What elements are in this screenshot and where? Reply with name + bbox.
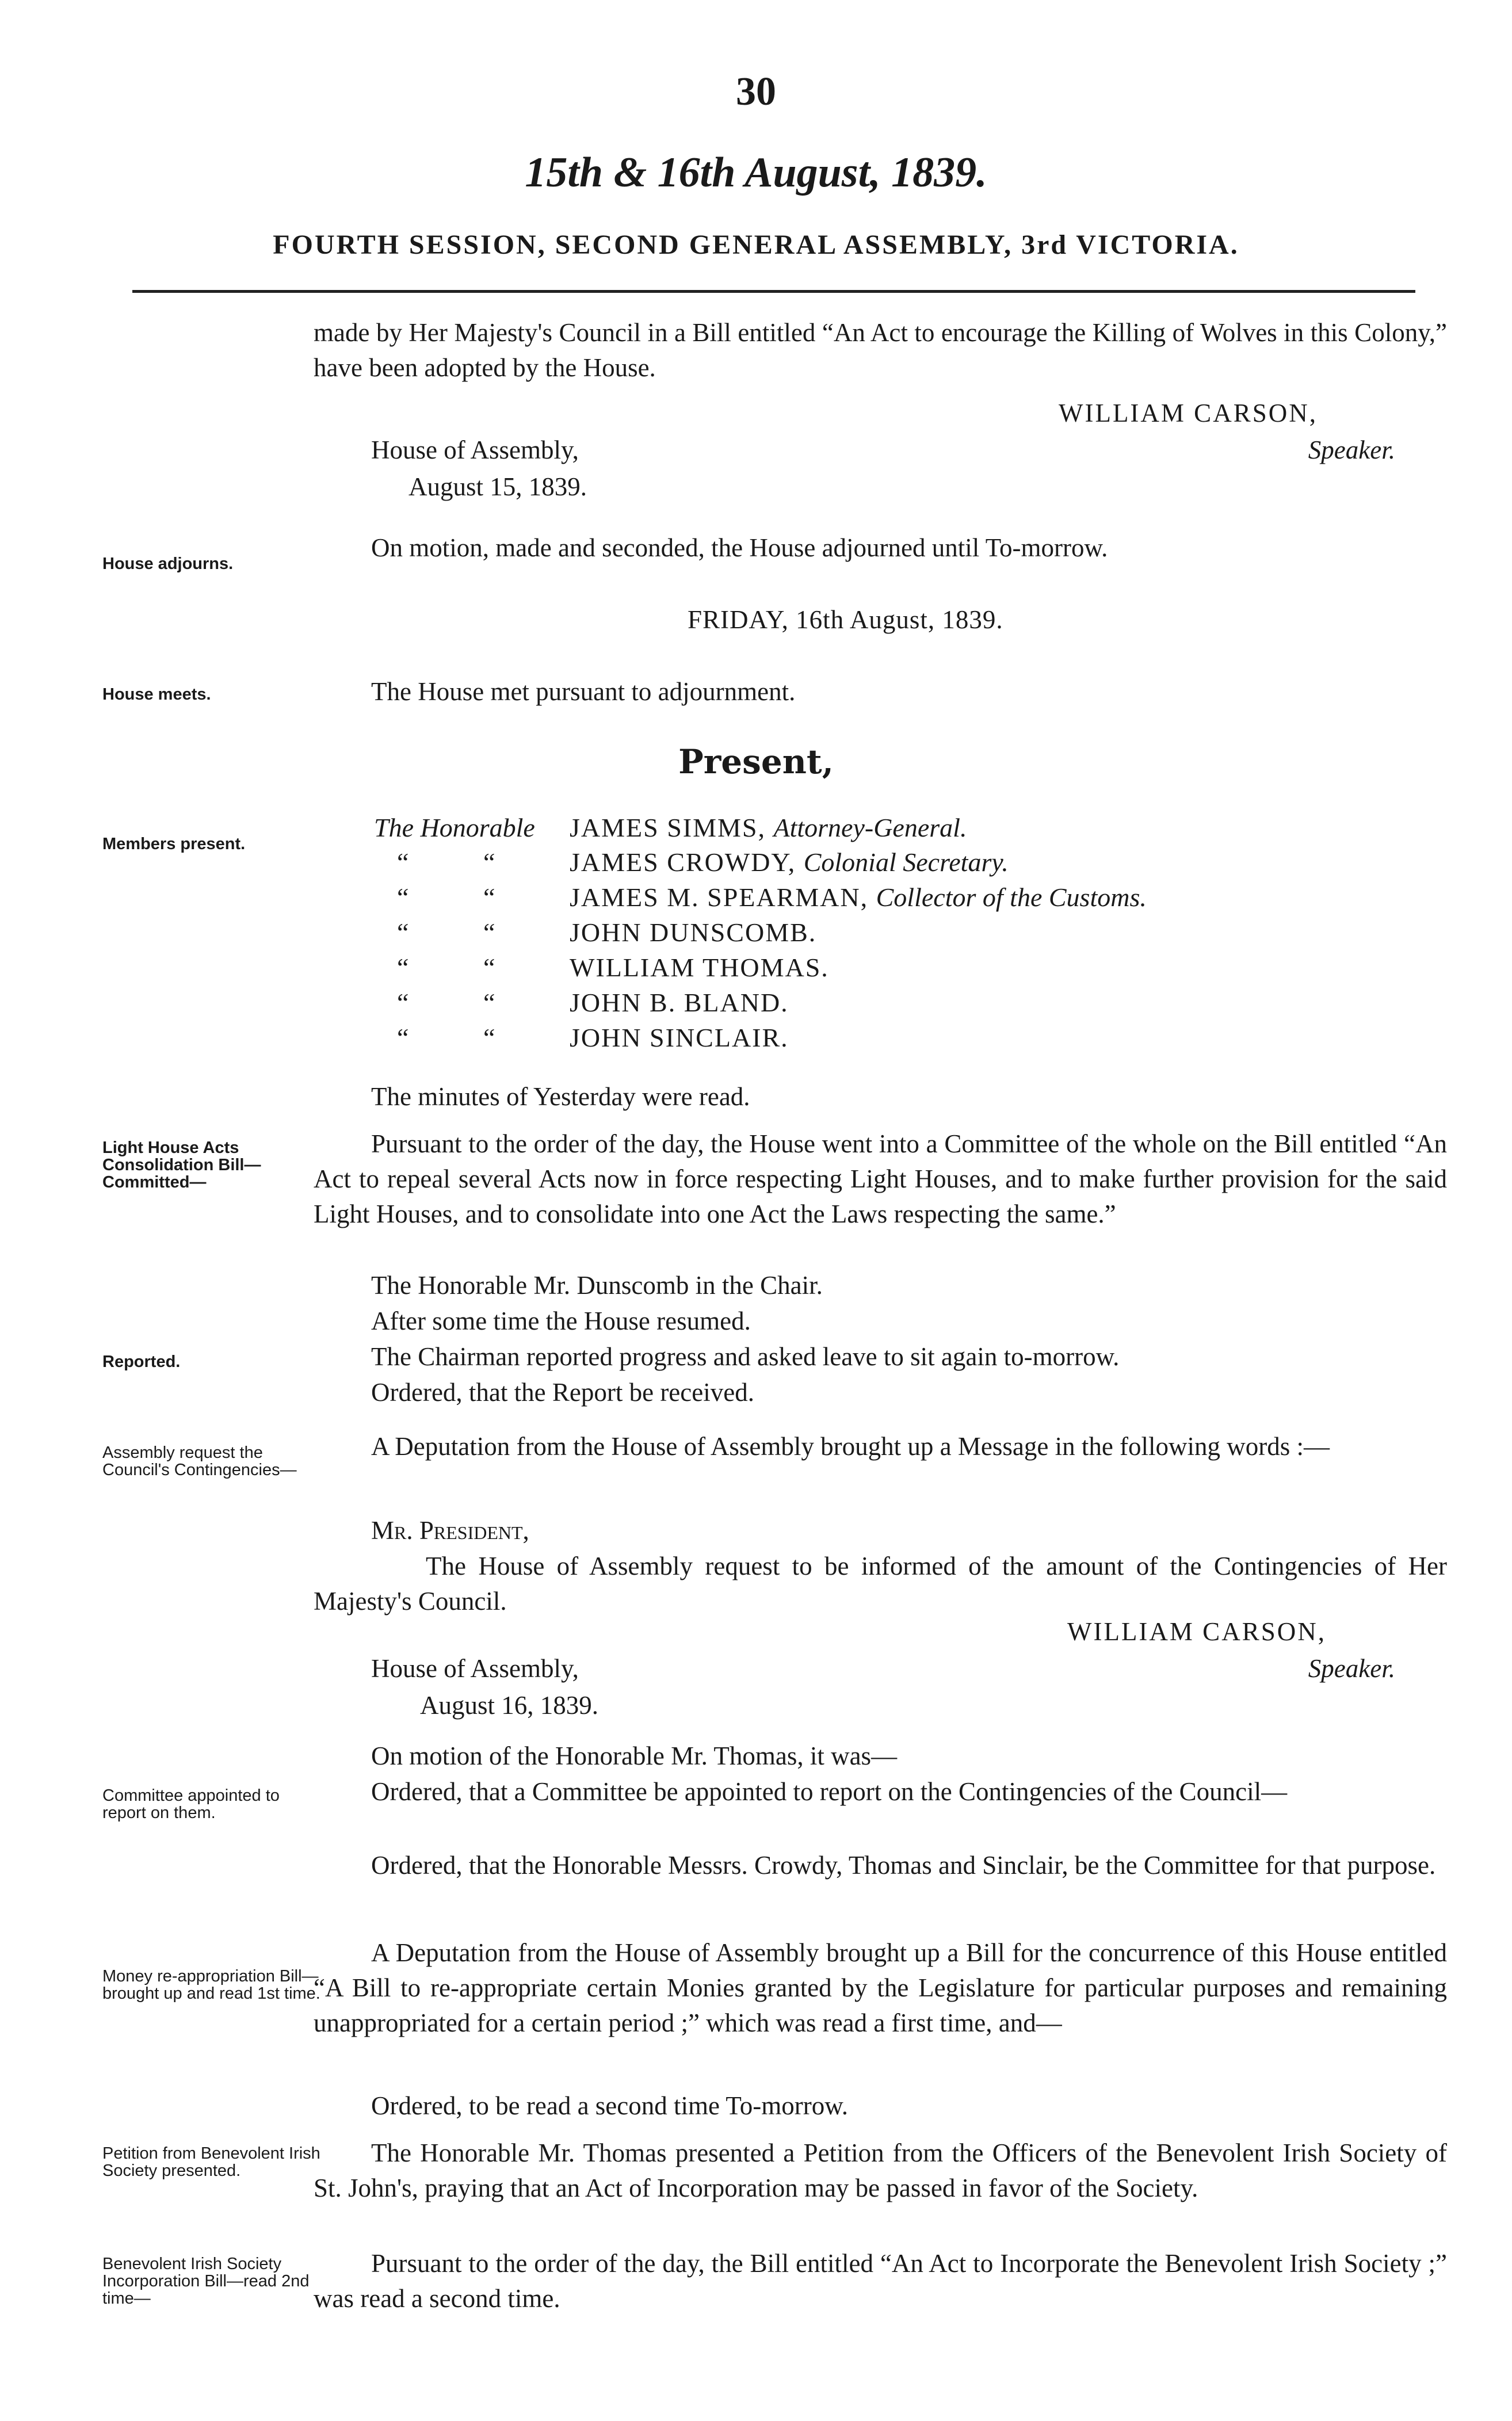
ditto-mark: “ [483, 883, 495, 912]
member-row [374, 847, 1467, 881]
margin-note-lighthouse: Light House Acts Consolidation Bill—Committed— [102, 1139, 261, 1192]
ordered-members: Ordered, that the Honorable Messrs. Crowdy, Thomas and Sinclair, be the Committee for that purpose. [371, 1851, 1436, 1880]
ditto-mark: “ [483, 918, 495, 947]
message-paragraph: The House of Assembly request to be informed of the amount of the Contingencies of Her Majesty's Council. [314, 1552, 1447, 1616]
member-name: WILLIAM THOMAS. [570, 953, 829, 982]
minutes-text: The minutes of Yesterday were read. [371, 1082, 750, 1111]
signature-place: House of Assembly, [371, 436, 579, 464]
member-row [374, 882, 1467, 917]
signature-date: August 15, 1839. [408, 472, 587, 501]
margin-note-contingencies: Assembly request the Council's Contingencies— [102, 1444, 297, 1479]
ditto-mark: “ [397, 883, 409, 912]
member-row [374, 987, 1467, 1022]
margin-note-adjourns: House adjourns. [102, 555, 234, 573]
lighthouse-paragraph: Pursuant to the order of the day, the House went into a Committee of the whole on the Bill entitled “An Act to repeal several Acts now in force respecting Light Houses, and to make further provision for the said Light Houses, and to consolidate into one Act the Laws respecting the same.” [314, 1129, 1447, 1228]
session-heading: FOURTH SESSION, SECOND GENERAL ASSEMBLY, 3rd VICTORIA. [273, 230, 1239, 260]
margin-note-money: Money re-appropriation Bill—brought up and read 1st time. [102, 1967, 320, 2003]
member-name: JOHN DUNSCOMB. [570, 918, 817, 947]
president-salutation: Mr. President, [371, 1516, 529, 1545]
resumed-text: After some time the House resumed. [371, 1307, 751, 1335]
met-text: The House met pursuant to adjournment. [371, 677, 796, 706]
margin-note-petition: Petition from Benevolent Irish Society presented. [102, 2144, 320, 2180]
ditto-mark: “ [397, 1023, 409, 1052]
ditto-mark: “ [483, 847, 495, 877]
reported-text: The Chairman reported progress and asked leave to sit again to-morrow. [371, 1342, 1120, 1371]
margin-note-members: Members present. [102, 835, 246, 853]
honorable-label: The Honorable [374, 813, 535, 842]
margin-note-meets: House meets. [102, 685, 211, 704]
member-name: JAMES CROWDY, Colonial Secretary. [570, 847, 1009, 877]
header-rule [132, 290, 1415, 293]
page-number: 30 [736, 70, 776, 114]
signature-name: WILLIAM CARSON, [1059, 399, 1318, 427]
ordered-committee: Ordered, that a Committee be appointed to report on the Contingencies of the Council— [371, 1777, 1288, 1806]
benevolent-paragraph: Pursuant to the order of the day, the Bill entitled “An Act to Incorporate the Benevolent Irish Society ;” was read a second time. [314, 2249, 1447, 2313]
friday-heading: FRIDAY, 16th August, 1839. [688, 605, 1003, 634]
ditto-mark: “ [483, 1023, 495, 1052]
member-name: JOHN SINCLAIR. [570, 1023, 789, 1052]
second-time-text: Ordered, to be read a second time To-morrow. [371, 2091, 849, 2120]
present-heading: Present, [678, 742, 834, 781]
member-name: JAMES M. SPEARMAN, Collector of the Customs. [570, 883, 1147, 912]
ditto-mark: “ [483, 988, 495, 1017]
date-heading: 15th & 16th August, 1839. [525, 149, 987, 196]
motion-thomas: On motion of the Honorable Mr. Thomas, it was— [371, 1742, 898, 1770]
member-name: JOHN B. BLAND. [570, 988, 789, 1017]
member-row [374, 812, 1467, 847]
member-row [374, 1022, 1467, 1057]
ditto-mark: “ [483, 953, 495, 982]
member-name: JAMES SIMMS, Attorney-General. [570, 813, 967, 842]
signature-place: House of Assembly, [371, 1654, 579, 1683]
ditto-mark: “ [397, 988, 409, 1017]
margin-note-reported: Reported. [102, 1353, 181, 1371]
deputation-message-paragraph: A Deputation from the House of Assembly brought up a Message in the following words :— [371, 1432, 1330, 1461]
signature-date: August 16, 1839. [420, 1691, 599, 1720]
member-row [374, 917, 1467, 952]
signature-name: WILLIAM CARSON, [1067, 1617, 1326, 1646]
continuation-paragraph: made by Her Majesty's Council in a Bill entitled “An Act to encourage the Killing of Wolves in this Colony,” have been adopted by the House. [314, 318, 1447, 382]
member-row [374, 952, 1467, 987]
deputation-bill-paragraph: A Deputation from the House of Assembly brought up a Bill for the concurrence of this House entitled “A Bill to re-appropriate certain Monies granted by the Legislature for particular purposes and remaining unappropriated for a certain period ;” which was read a first time, and— [314, 1938, 1447, 2037]
ditto-mark: “ [397, 847, 409, 877]
margin-note-committee: Committee appointed to report on them. [102, 1786, 280, 1822]
ditto-mark: “ [397, 953, 409, 982]
chair-text: The Honorable Mr. Dunscomb in the Chair. [371, 1271, 823, 1300]
signature-title: Speaker. [1308, 436, 1395, 464]
petition-paragraph: The Honorable Mr. Thomas presented a Petition from the Officers of the Benevolent Irish Society of St. John's, praying that an Act of Incorporation may be passed in favor of the Society. [314, 2139, 1447, 2202]
received-text: Ordered, that the Report be received. [371, 1378, 754, 1407]
signature-title: Speaker. [1308, 1654, 1395, 1683]
margin-note-benevolent: Benevolent Irish Society Incorporation Bill—read 2nd time— [102, 2255, 310, 2308]
adjourn-text: On motion, made and seconded, the House adjourned until To-morrow. [371, 533, 1108, 562]
ditto-mark: “ [397, 918, 409, 947]
